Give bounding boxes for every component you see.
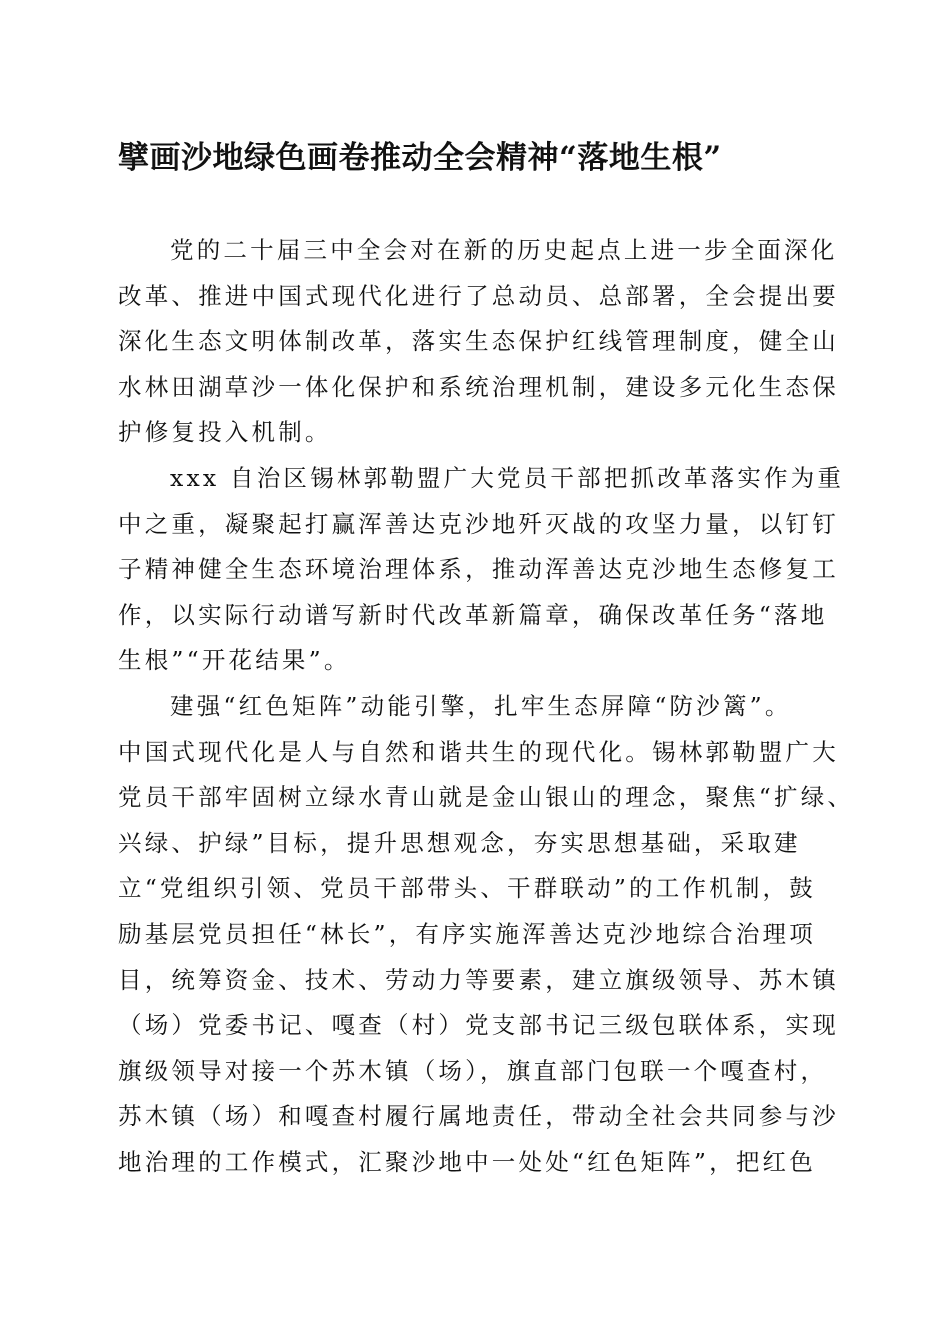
body-line: 建强“红色矩阵”动能引擎，扎牢生态屏障“防沙篱”。 bbox=[170, 691, 792, 720]
body-line: 旗级领导对接一个苏木镇（场），旗直部门包联一个嘎查村， bbox=[118, 1056, 828, 1085]
body-line: 目，统筹资金、技术、劳动力等要素，建立旗级领导、苏木镇 bbox=[118, 965, 839, 994]
body-line: xxx 自治区锡林郭勒盟广大党员干部把抓改革落实作为重 bbox=[170, 463, 845, 492]
body-line: 水林田湖草沙一体化保护和系统治理机制，建设多元化生态保 bbox=[118, 372, 839, 401]
body-line: （场）党委书记、嘎查（村）党支部书记三级包联体系，实现 bbox=[118, 1011, 839, 1040]
body-line: 护修复投入机制。 bbox=[118, 418, 332, 447]
body-line: 改革、推进中国式现代化进行了总动员、总部署，全会提出要 bbox=[118, 281, 839, 310]
body-line: 地治理的工作模式，汇聚沙地中一处处“红色矩阵”，把红色 bbox=[118, 1147, 816, 1176]
body-line: 党员干部牢固树立绿水青山就是金山银山的理念，聚焦“扩绿、 bbox=[118, 783, 855, 812]
body-line: 中国式现代化是人与自然和谐共生的现代化。锡林郭勒盟广大 bbox=[118, 737, 839, 766]
body-line: 深化生态文明体制改革，落实生态保护红线管理制度，健全山 bbox=[118, 327, 839, 356]
body-line: 生根”“开花结果”。 bbox=[118, 646, 351, 675]
body-line: 立“党组织引领、党员干部带头、干群联动”的工作机制，鼓 bbox=[118, 874, 816, 903]
body-line: 中之重，凝聚起打赢浑善达克沙地歼灭战的攻坚力量，以钉钉 bbox=[118, 509, 839, 538]
body-line: 子精神健全生态环境治理体系，推动浑善达克沙地生态修复工 bbox=[118, 555, 839, 584]
body-line: 党的二十届三中全会对在新的历史起点上进一步全面深化 bbox=[170, 236, 838, 264]
body-line: 苏木镇（场）和嘎查村履行属地责任，带动全社会共同参与沙 bbox=[118, 1102, 839, 1131]
body-line: 作，以实际行动谱写新时代改革新篇章，确保改革任务“落地 bbox=[118, 600, 828, 629]
body-line: 兴绿、护绿”目标，提升思想观念，夯实思想基础，采取建 bbox=[118, 828, 801, 857]
document-body bbox=[118, 228, 855, 1185]
document-title: 擘画沙地绿色画卷推动全会精神“落地生根” bbox=[118, 140, 722, 176]
body-line: 励基层党员担任“林长”，有序实施浑善达克沙地综合治理项 bbox=[118, 919, 816, 948]
